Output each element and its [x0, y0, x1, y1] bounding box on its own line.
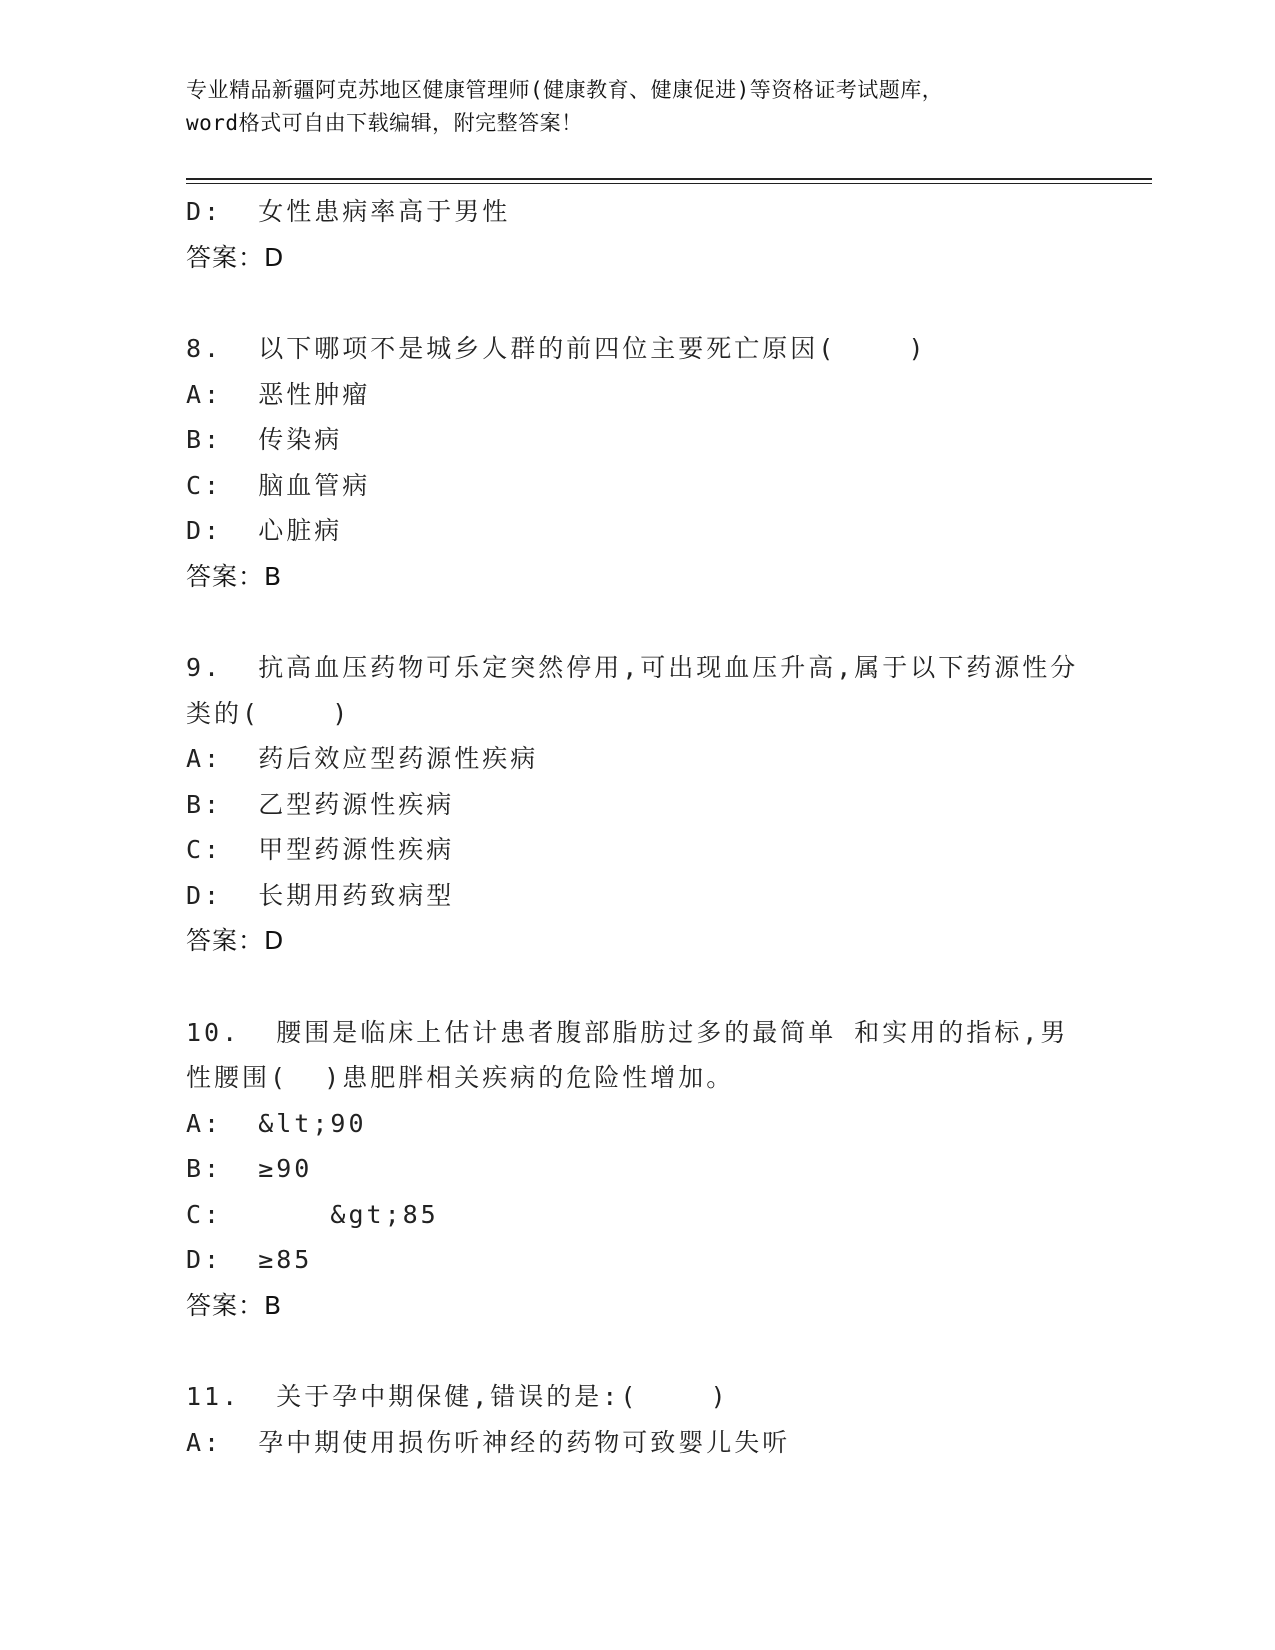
option-c: C: &gt;85 — [186, 1199, 439, 1229]
option-d: D: 心脏病 — [186, 516, 343, 545]
question-block-7 — [186, 189, 1086, 280]
document-header — [186, 74, 1066, 140]
spacer — [186, 1328, 1086, 1374]
option-b: B: ≥90 — [186, 1154, 313, 1183]
option-a: A: 孕中期使用损伤听神经的药物可致婴儿失听 — [186, 1427, 791, 1457]
question-stem: 10. 腰围是临床上估计患者腹部脂肪过多的最简单 和实用的指标,男 — [186, 1017, 1069, 1047]
option-a: A: &lt;90 — [186, 1108, 367, 1138]
question-stem-continued: 类的( ) — [186, 698, 351, 728]
answer-line: 答案：D — [186, 242, 285, 272]
question-stem: 11. 关于孕中期保健,错误的是:( ) — [186, 1382, 729, 1411]
header-divider-thin — [186, 183, 1152, 184]
spacer — [186, 964, 1086, 1010]
question-stem: 8. 以下哪项不是城乡人群的前四位主要死亡原因( ) — [186, 334, 927, 363]
question-block-9 — [186, 645, 1086, 964]
option-a: A: 恶性肿瘤 — [186, 379, 371, 409]
option-a: A: 药后效应型药源性疾病 — [186, 744, 539, 773]
question-block-10 — [186, 1010, 1086, 1329]
answer-line: 答案：B — [186, 1290, 283, 1320]
header-line-1: 专业精品新疆阿克苏地区健康管理师(健康教育、健康促进)等资格证考试题库， — [186, 78, 944, 102]
header-line-2: word格式可自由下载编辑，附完整答案！ — [186, 111, 583, 135]
option-b: B: 乙型药源性疾病 — [186, 789, 455, 819]
option-b: B: 传染病 — [186, 425, 343, 454]
spacer — [186, 599, 1086, 645]
question-block-8 — [186, 326, 1086, 599]
question-stem: 9. 抗高血压药物可乐定突然停用,可出现血压升高,属于以下药源性分 — [186, 653, 1079, 682]
spacer — [186, 280, 1086, 326]
question-block-11 — [186, 1374, 1086, 1465]
option-c: C: 甲型药源性疾病 — [186, 835, 455, 864]
answer-line: 答案：D — [186, 926, 285, 955]
header-divider-thick — [186, 178, 1152, 180]
answer-line: 答案：B — [186, 561, 283, 591]
question-stem-continued: 性腰围( )患肥胖相关疾病的危险性增加。 — [186, 1063, 735, 1092]
option-d: D: ≥85 — [186, 1245, 313, 1274]
option-c: C: 脑血管病 — [186, 470, 371, 500]
option-d: D: 长期用药致病型 — [186, 880, 455, 910]
option-d: D: 女性患病率高于男性 — [186, 197, 511, 226]
question-list — [186, 189, 1086, 1465]
